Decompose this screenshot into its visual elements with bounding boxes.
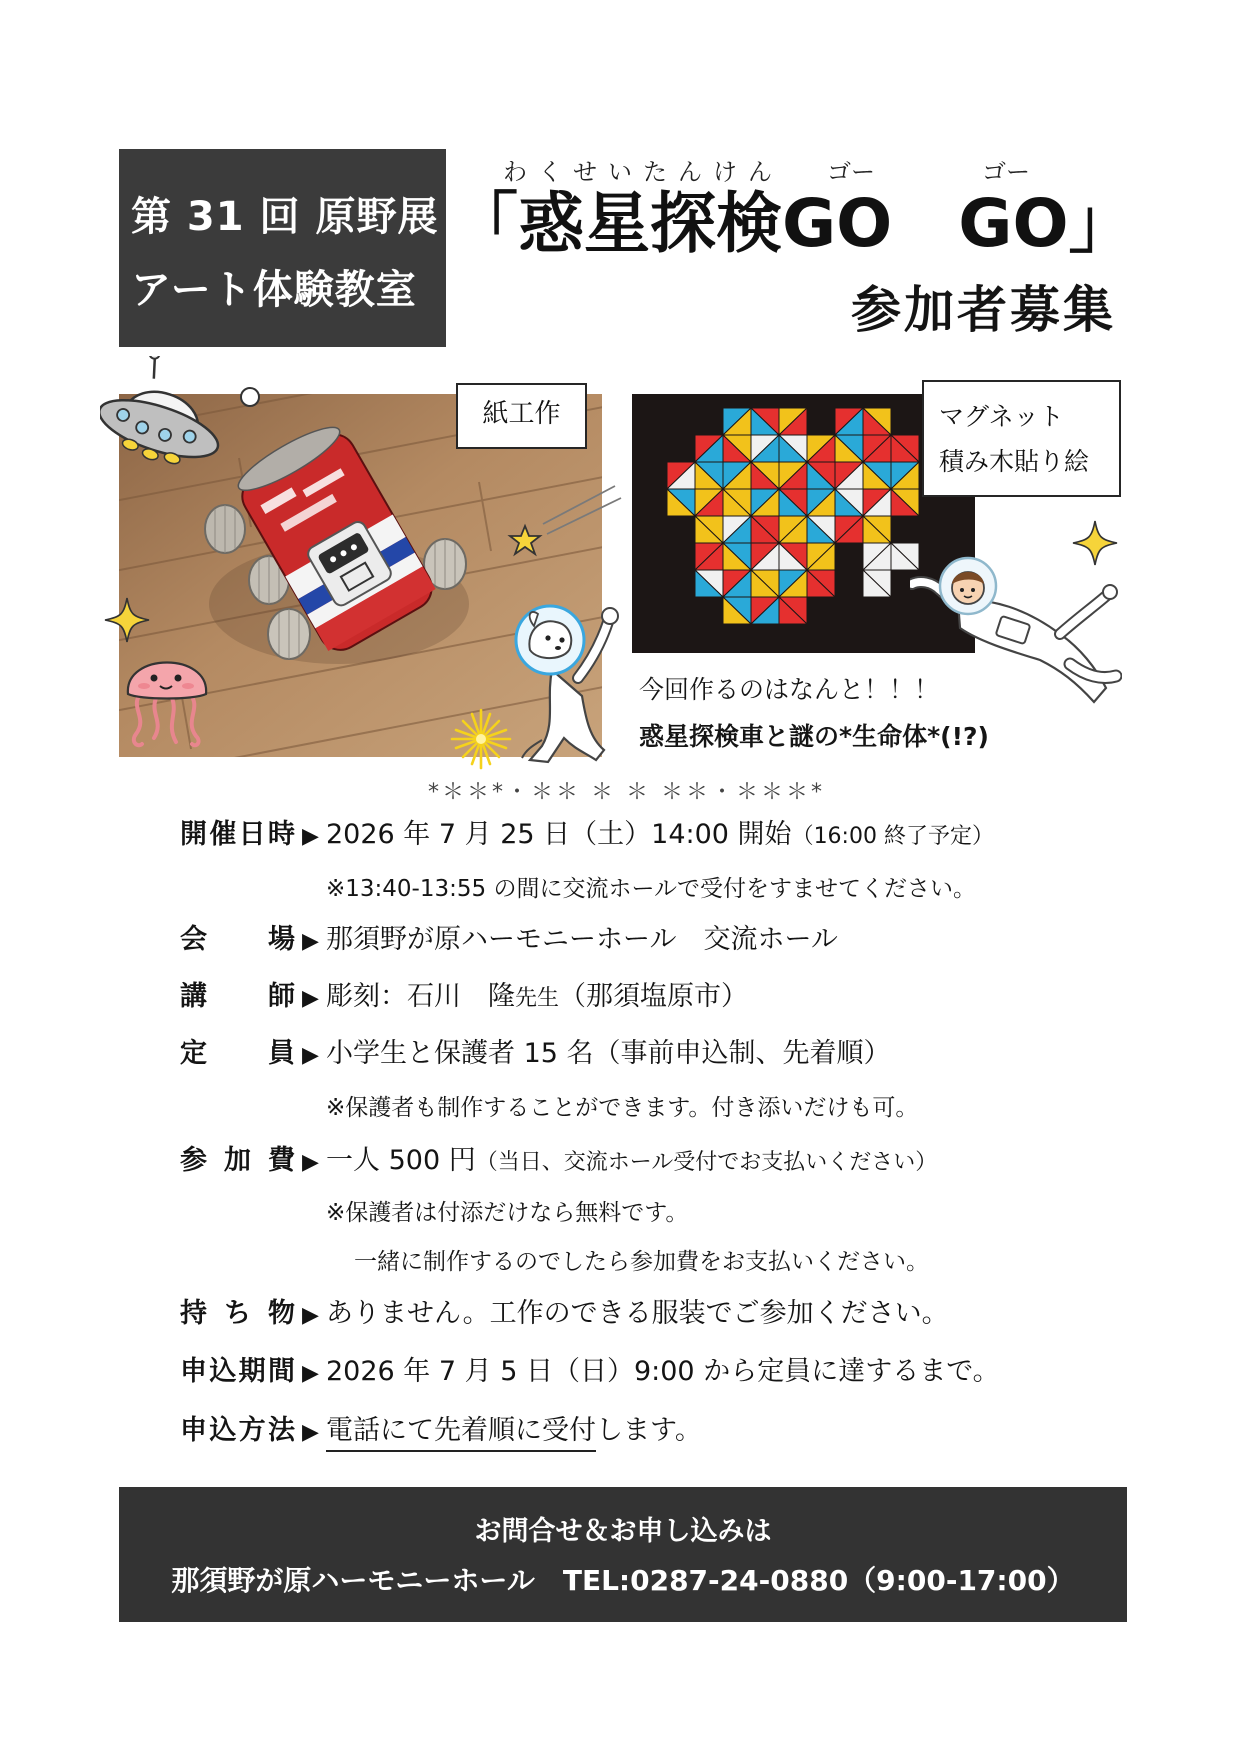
period-label: 申込期間 bbox=[180, 1356, 295, 1387]
dog-glove bbox=[602, 608, 618, 624]
method-label: 申込方法 bbox=[180, 1415, 295, 1446]
row-datetime bbox=[180, 817, 994, 853]
rover-wheel bbox=[205, 505, 245, 553]
title-ruby-go-1: ゴー bbox=[827, 158, 875, 186]
datetime-end: （16:00 終了予定） bbox=[791, 824, 994, 849]
capacity-label: 定 員 bbox=[180, 1038, 295, 1069]
dog-suit-body bbox=[530, 670, 604, 762]
ufo-illustration bbox=[100, 356, 242, 488]
capacity-note: ※保護者も制作することができます。付き添いだけも可。 bbox=[326, 1095, 919, 1121]
arrow-icon: ▶ bbox=[302, 824, 319, 849]
magnet-label-line2: 積み木貼り絵 bbox=[939, 447, 1090, 476]
row-period bbox=[180, 1354, 1000, 1390]
arrow-icon: ▶ bbox=[302, 929, 319, 954]
arrow-icon: ▶ bbox=[302, 986, 319, 1011]
jellyfish-tentacles bbox=[134, 694, 199, 745]
method-value-underlined: 電話にて先着順に受付 bbox=[326, 1413, 596, 1452]
astronaut-dog-illustration bbox=[512, 600, 634, 768]
venue-value: 那須野が原ハーモニーホール 交流ホール bbox=[326, 924, 838, 955]
row-capacity bbox=[180, 1036, 891, 1072]
sparkle-icon bbox=[1071, 519, 1119, 567]
bubble-icon bbox=[238, 385, 262, 409]
star-divider: *＊＊*・＊＊ ＊ ＊ ＊＊・＊＊＊* bbox=[428, 780, 825, 805]
event-banner bbox=[119, 149, 446, 347]
ufo-antenna bbox=[148, 356, 161, 360]
astronaut-dog-icon bbox=[512, 600, 634, 768]
belongings-label: 持 ち 物 bbox=[180, 1298, 295, 1329]
contact-box bbox=[119, 1487, 1127, 1622]
magnet-label-box bbox=[922, 380, 1121, 497]
datetime-label: 開催日時 bbox=[180, 819, 295, 850]
fee-value: 一人 500 円 bbox=[326, 1145, 476, 1176]
page-title: 「惑星探検GO GO」 bbox=[452, 185, 1135, 262]
row-fee bbox=[180, 1143, 937, 1179]
belongings-value: ありません。工作のできる服装でご参加ください。 bbox=[326, 1298, 949, 1329]
method-value-rest: します。 bbox=[596, 1415, 702, 1446]
row-belongings bbox=[180, 1296, 949, 1332]
arrow-icon: ▶ bbox=[302, 1043, 319, 1068]
sparkle-icon bbox=[103, 596, 151, 644]
contact-phone-line: 那須野が原ハーモニーホール TEL:0287-24-0880（9:00-17:00） bbox=[171, 1564, 1075, 1597]
arrow-icon: ▶ bbox=[302, 1150, 319, 1175]
fee-label: 参 加 費 bbox=[180, 1145, 295, 1176]
caption-line1: 今回作るのはなんと！！！ bbox=[639, 675, 940, 704]
capacity-value: 小学生と保護者 15 名（事前申込制、先着順） bbox=[326, 1038, 891, 1069]
ufo-icon bbox=[100, 356, 242, 488]
title-ruby-go-2: ゴー bbox=[982, 158, 1030, 186]
jellyfish-illustration bbox=[120, 638, 214, 752]
magnet-label-line1: マグネット bbox=[939, 402, 1064, 431]
shooting-star-icon bbox=[503, 478, 625, 564]
contact-heading: お問合せ＆お申し込みは bbox=[474, 1516, 772, 1547]
period-value: 2026 年 7 月 5 日（日）9:00 から定員に達するまで。 bbox=[326, 1356, 1000, 1387]
fee-payment-note: （当日、交流ホール受付でお支払いください） bbox=[475, 1150, 938, 1175]
page-subtitle: 参加者募集 bbox=[851, 281, 1116, 339]
caption-line2: 惑星探検車と謎の*生命体*(!?) bbox=[639, 722, 989, 751]
star-icon bbox=[510, 526, 540, 554]
fee-note1: ※保護者は付添だけなら無料です。 bbox=[326, 1200, 689, 1226]
astronaut-person-illustration bbox=[910, 556, 1122, 714]
venue-label: 会 場 bbox=[180, 924, 295, 955]
jellyfish-head bbox=[128, 663, 206, 699]
row-method bbox=[180, 1413, 702, 1449]
fee-note2: 一緒に制作するのでしたら参加費をお支払いください。 bbox=[354, 1249, 929, 1275]
banner-program: アート体験教室 bbox=[131, 267, 417, 313]
arrow-icon: ▶ bbox=[302, 1420, 319, 1445]
arrow-icon: ▶ bbox=[302, 1361, 319, 1386]
instructor-city: （那須塩原市） bbox=[559, 981, 749, 1012]
row-venue bbox=[180, 922, 838, 958]
paper-craft-label-box bbox=[456, 383, 587, 449]
dog-face bbox=[529, 621, 571, 658]
rover-wheel bbox=[268, 609, 310, 659]
paper-craft-label: 紙工作 bbox=[482, 399, 561, 429]
instructor-label: 講 師 bbox=[180, 981, 295, 1012]
instructor-honorific: 先生 bbox=[515, 986, 560, 1011]
astronaut-icon bbox=[910, 556, 1122, 714]
banner-edition: 第 31 回 原野展 bbox=[131, 194, 439, 240]
title-ruby-main: わくせいたんけん bbox=[503, 158, 783, 186]
mosaic-tiles bbox=[667, 408, 919, 624]
instructor-value: 彫刻：石川 隆 bbox=[326, 981, 515, 1012]
datetime-value: 2026 年 7 月 25 日（土）14:00 開始 bbox=[326, 819, 792, 850]
jellyfish-icon bbox=[120, 638, 214, 752]
arrow-icon: ▶ bbox=[302, 1303, 319, 1328]
datetime-note: ※13:40-13:55 の間に交流ホールで受付をすませてください。 bbox=[326, 876, 976, 902]
burst-sparkle-icon bbox=[450, 708, 512, 770]
row-instructor bbox=[180, 979, 748, 1015]
